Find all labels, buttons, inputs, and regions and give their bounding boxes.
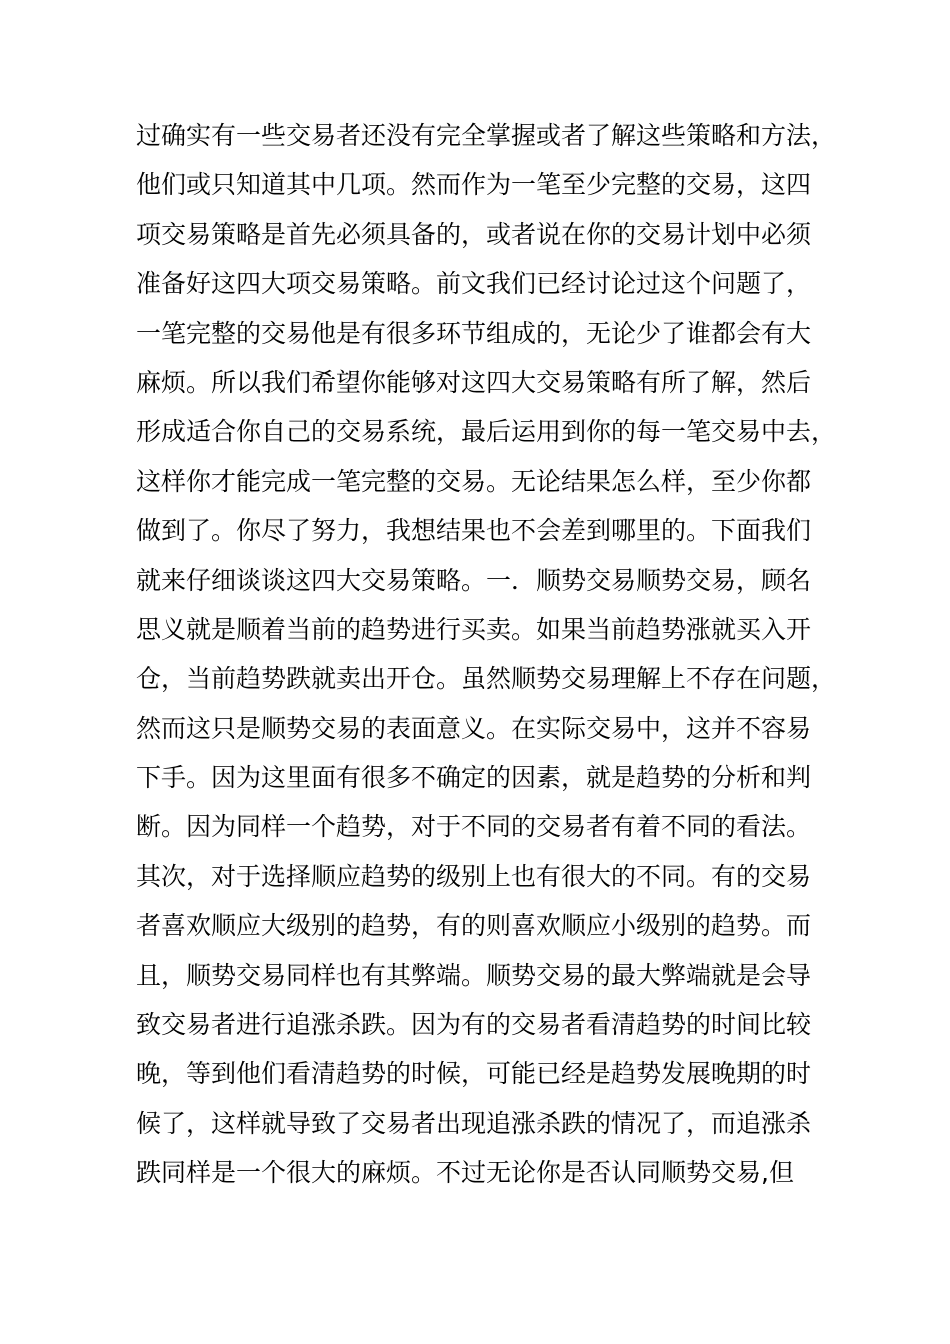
text-line: 项交易策略是首先必须具备的，或者说在你的交易计划中必须 bbox=[136, 219, 812, 249]
text-line: 准备好这四大项交易策略。前文我们已经讨论过这个问题了， bbox=[136, 269, 812, 299]
text-line: 者喜欢顺应大级别的趋势，有的则喜欢顺应小级别的趋势。而 bbox=[136, 911, 812, 941]
text-line: 致交易者进行追涨杀跌。因为有的交易者看清趋势的时间比较 bbox=[136, 1010, 812, 1040]
text-line: 下手。因为这里面有很多不确定的因素，就是趋势的分析和判 bbox=[136, 763, 812, 793]
text-line: 形成适合你自己的交易系统，最后运用到你的每一笔交易中去， bbox=[136, 417, 837, 447]
text-line: 一笔完整的交易他是有很多环节组成的，无论少了谁都会有大 bbox=[136, 318, 812, 348]
text-line: 然而这只是顺势交易的表面意义。在实际交易中，这并不容易 bbox=[136, 713, 812, 743]
text-line: 麻烦。所以我们希望你能够对这四大交易策略有所了解，然后 bbox=[136, 367, 812, 397]
text-line: 其次，对于选择顺应趋势的级别上也有很大的不同。有的交易 bbox=[136, 861, 812, 891]
text-line: 做到了。你尽了努力，我想结果也不会差到哪里的。下面我们 bbox=[136, 516, 812, 546]
text-line: 候了，这样就导致了交易者出现追涨杀跌的情况了，而追涨杀 bbox=[136, 1108, 812, 1138]
text-line: 思义就是顺着当前的趋势进行买卖。如果当前趋势涨就买入开 bbox=[136, 614, 812, 644]
text-line: 过确实有一些交易者还没有完全掌握或者了解这些策略和方法， bbox=[136, 121, 837, 150]
text-line: 就来仔细谈谈这四大交易策略。一．顺势交易顺势交易，顾名 bbox=[136, 565, 812, 595]
text-line: 跌同样是一个很大的麻烦。不过无论你是否认同顺势交易,但 bbox=[136, 1158, 794, 1188]
text-line: 晚，等到他们看清趋势的时候，可能已经是趋势发展晚期的时 bbox=[136, 1059, 812, 1089]
body-text bbox=[136, 111, 837, 1198]
text-line: 这样你才能完成一笔完整的交易。无论结果怎么样，至少你都 bbox=[136, 466, 812, 496]
text-line: 断。因为同样一个趋势，对于不同的交易者有着不同的看法。 bbox=[136, 812, 812, 842]
text-line: 仓，当前趋势跌就卖出开仓。虽然顺势交易理解上不存在问题， bbox=[136, 664, 837, 694]
text-line: 他们或只知道其中几项。然而作为一笔至少完整的交易，这四 bbox=[136, 170, 812, 200]
text-line: 且，顺势交易同样也有其弊端。顺势交易的最大弊端就是会导 bbox=[136, 960, 812, 990]
